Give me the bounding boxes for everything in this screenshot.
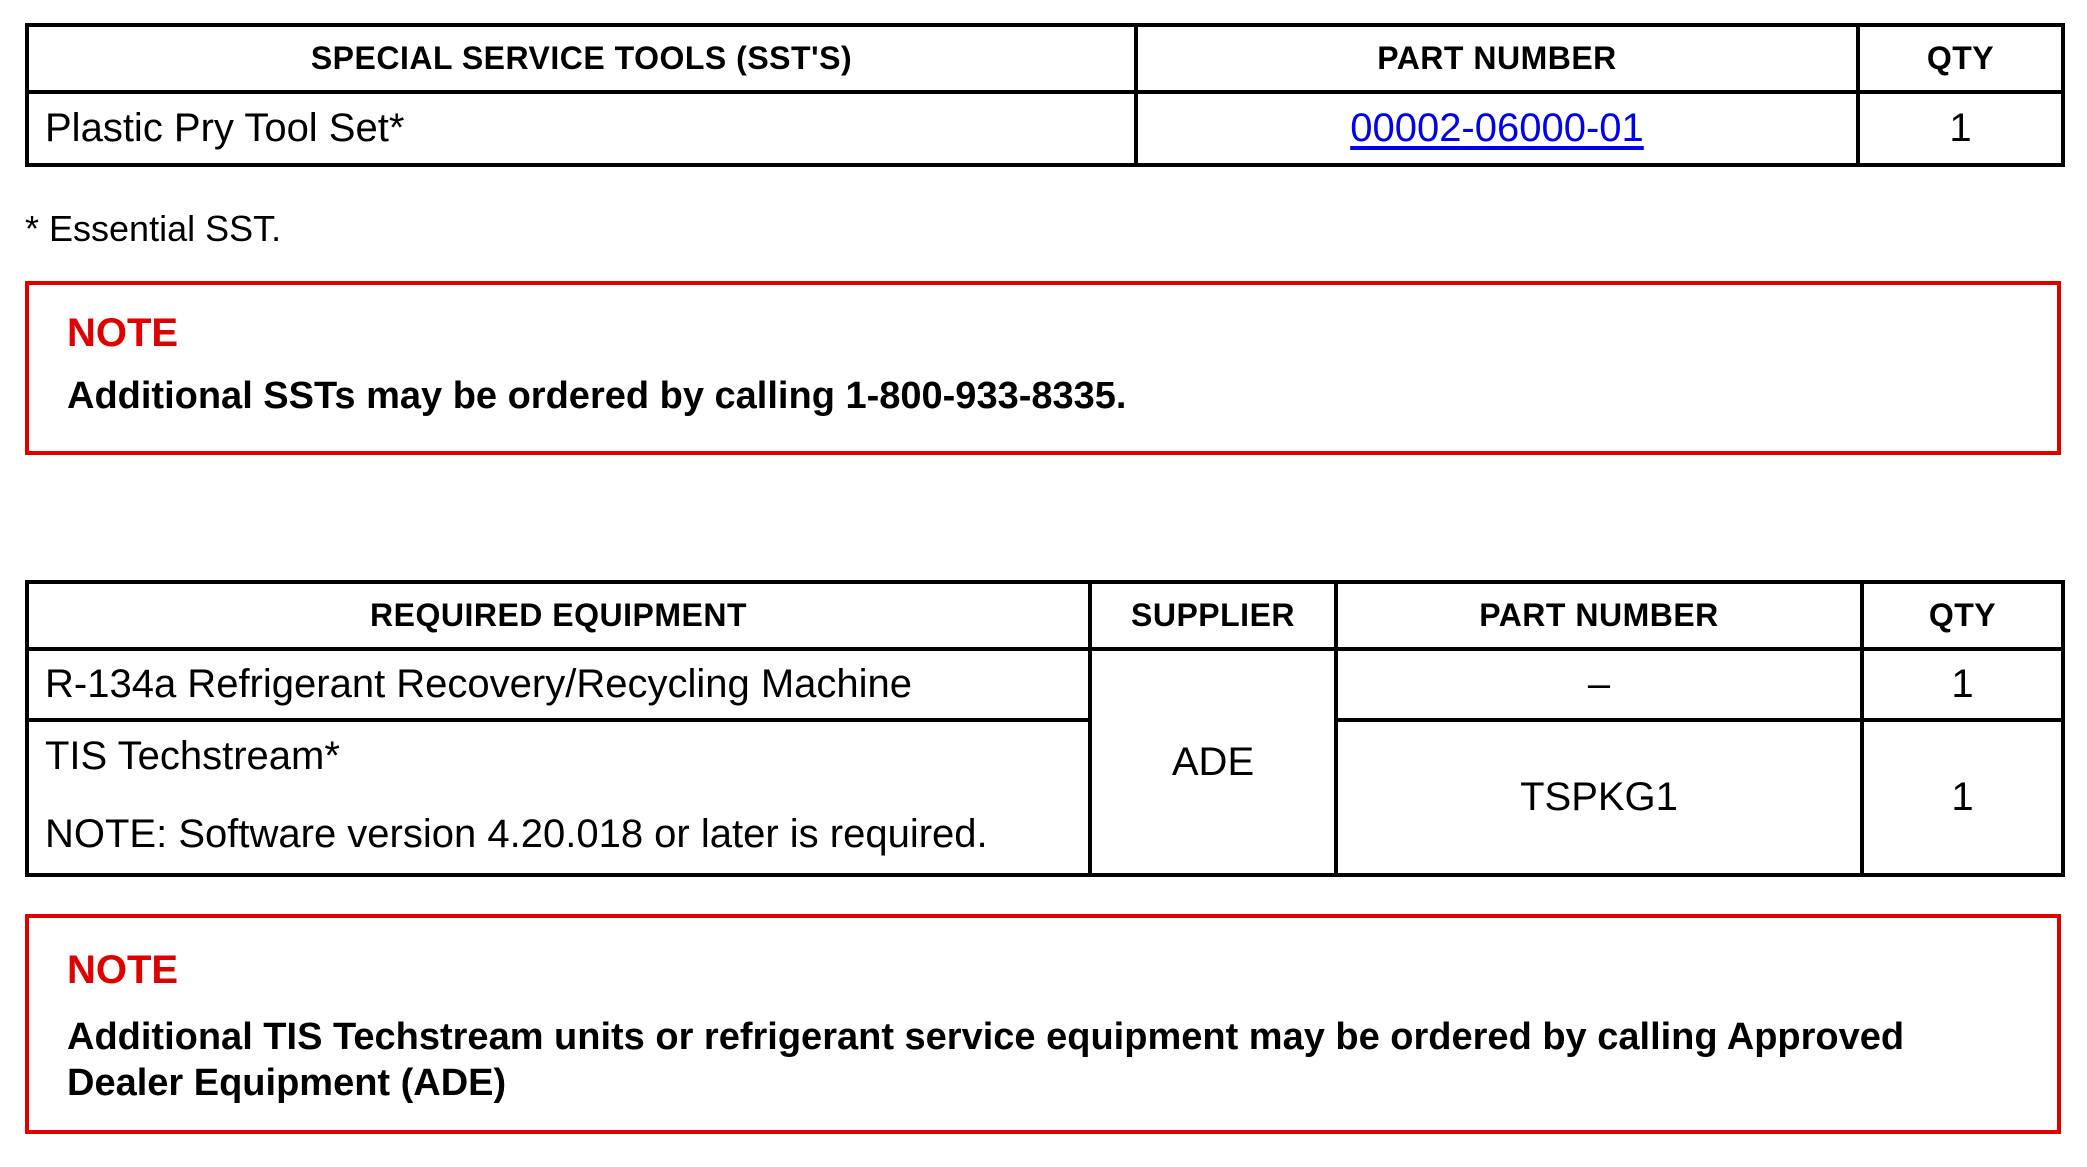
- note-text: Additional SSTs may be ordered by calling 1-800-933-8335.: [67, 375, 1127, 417]
- sst-qty: 1: [1858, 92, 2063, 165]
- table-row: [27, 649, 2063, 720]
- equipment-table-header-row: [27, 582, 2063, 649]
- eq-header-qty: QTY: [1862, 582, 2063, 649]
- note-box-sst: [25, 281, 2061, 455]
- eq-qty: 1: [1862, 720, 2063, 875]
- eq-qty: 1: [1862, 649, 2063, 720]
- sst-table-header-row: [27, 25, 2063, 92]
- sst-header-part-number: PART NUMBER: [1136, 25, 1858, 92]
- eq-header-part-number: PART NUMBER: [1336, 582, 1862, 649]
- sst-header-qty: QTY: [1858, 25, 2063, 92]
- note-box-equipment: [25, 914, 2061, 1134]
- sst-header-tools: SPECIAL SERVICE TOOLS (SST'S): [27, 25, 1136, 92]
- eq-equipment-cell: [27, 720, 1090, 875]
- sst-part-number-cell: [1136, 92, 1858, 165]
- note-title: NOTE: [67, 311, 179, 355]
- eq-equipment-name: R-134a Refrigerant Recovery/Recycling Machine: [27, 649, 1090, 720]
- sst-table: [25, 23, 2065, 167]
- eq-header-equipment: REQUIRED EQUIPMENT: [27, 582, 1090, 649]
- eq-header-supplier: SUPPLIER: [1090, 582, 1336, 649]
- essential-sst-footnote: * Essential SST.: [25, 208, 282, 249]
- eq-equipment-name: TIS Techstream*: [45, 734, 340, 778]
- sst-part-number-link[interactable]: 00002-06000-01: [1350, 106, 1644, 150]
- eq-equipment-note: NOTE: Software version 4.20.018 or later is required.: [45, 812, 988, 856]
- eq-supplier: ADE: [1090, 649, 1336, 875]
- note-title: NOTE: [67, 948, 179, 992]
- table-row: [27, 720, 2063, 875]
- equipment-table: [25, 580, 2065, 877]
- table-row: [27, 92, 2063, 165]
- eq-part-number: TSPKG1: [1336, 720, 1862, 875]
- eq-part-number: –: [1336, 649, 1862, 720]
- note-text: Additional TIS Techstream units or refrigerant service equipment may be ordered by calling Approved Dealer Equipment (ADE): [67, 1016, 1905, 1104]
- sst-tool-name: Plastic Pry Tool Set*: [27, 92, 1136, 165]
